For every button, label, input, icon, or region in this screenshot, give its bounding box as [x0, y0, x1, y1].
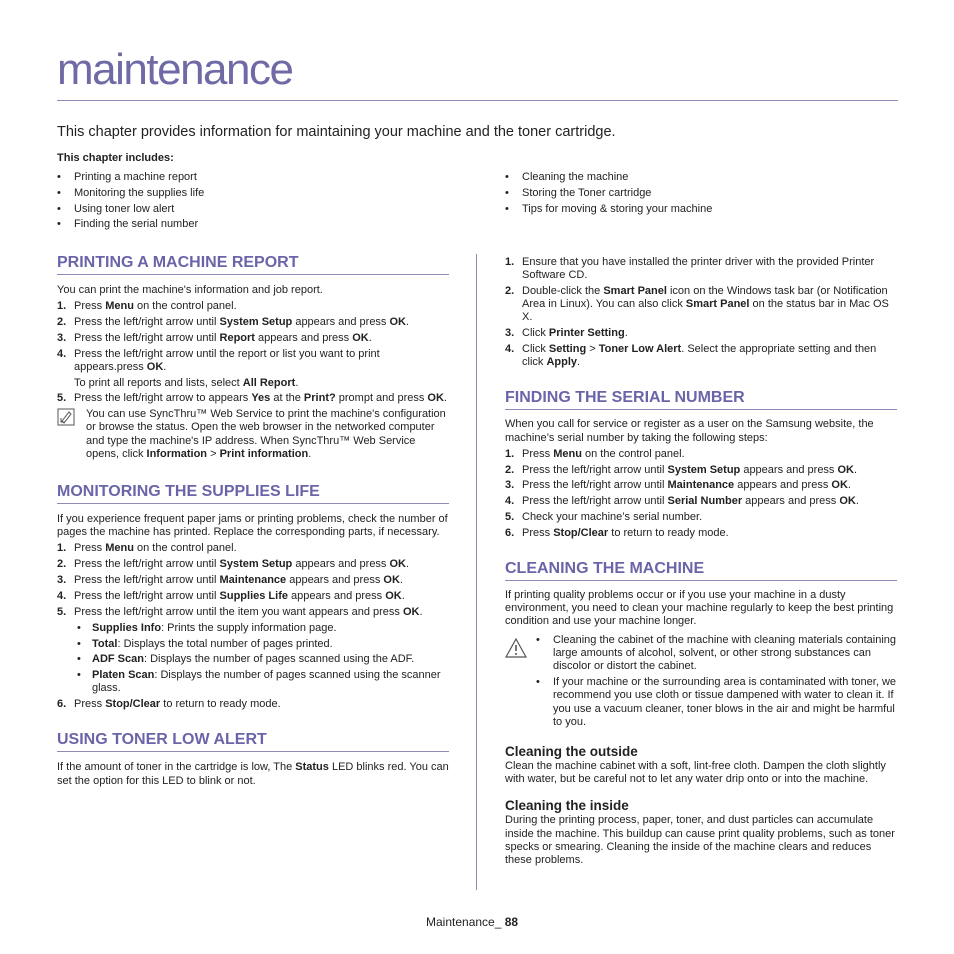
step: 3. Press the left/right arrow until Report appears and press OK.	[57, 331, 372, 344]
page-footer: Maintenance_ 88	[426, 915, 519, 929]
section-heading-toner-alert: USING TONER LOW ALERT	[57, 731, 449, 752]
inside-body: During the printing process, paper, toner, and dust particles can accumulate inside the machine. This buildup can cause print quality problems, such as toner specks or smearing. Cleaning the inside of the machine clears and reduces these problems.	[505, 814, 895, 867]
section-heading-cleaning: CLEANING THE MACHINE	[505, 560, 897, 581]
toner-alert-body: If the amount of toner in the cartridge is low, The Status LED blinks red. You can set the option for this LED to blink or not.	[57, 761, 449, 787]
option-item: • ADF Scan: Displays the number of pages scanned using the ADF.	[74, 653, 449, 666]
step-note: To print all reports and lists, select All Report.	[74, 376, 299, 389]
step: 6. Press Stop/Clear to return to ready mode.	[505, 526, 729, 539]
section-heading-printing: PRINTING A MACHINE REPORT	[57, 254, 449, 275]
serial-steps	[505, 448, 897, 540]
subheading-outside: Cleaning the outside	[505, 744, 638, 760]
includes-label: This chapter includes:	[57, 152, 174, 164]
toc-right	[505, 170, 712, 217]
cleaning-intro: If printing quality problems occur or if you use your machine in a dusty environment, you need to clean your machine regularly to keep the best printing condition and use your machine longer.	[505, 589, 894, 628]
toc-item[interactable]: • Tips for moving & storing your machine	[505, 202, 712, 218]
step: 5. Check your machine’s serial number.	[505, 511, 703, 523]
step: 3. Press the left/right arrow until Maintenance appears and press OK.	[505, 479, 851, 492]
printing-steps	[57, 300, 449, 374]
step: 1. Ensure that you have installed the printer driver with the provided Printer Software CD.	[505, 256, 875, 282]
option-item: • Total: Displays the total number of pages printed.	[74, 638, 449, 651]
left-column	[57, 254, 449, 788]
step: 2. Press the left/right arrow until System Setup appears and press OK.	[57, 316, 410, 328]
step: 1. Press Menu on the control panel.	[57, 542, 237, 555]
warning-icon	[505, 638, 527, 663]
subheading-inside: Cleaning the inside	[505, 798, 629, 814]
toc-item[interactable]: • Finding the serial number	[57, 217, 204, 233]
chapter-intro: This chapter provides information for maintaining your machine and the toner cartridge.	[57, 124, 616, 140]
step: 1. Press Menu on the control panel.	[57, 300, 237, 313]
step: 2. Double-click the Smart Panel icon on the Windows task bar (or Notification Area in Linux). You can also click Smart Panel on the status bar in Mac OS X.	[505, 285, 889, 324]
warning-item: • Cleaning the cabinet of the machine with cleaning materials containing large amounts of alcohol, solvent, or other strong substances can discolor or distort the cabinet.	[534, 634, 897, 674]
outside-body: Clean the machine cabinet with a soft, lint-free cloth. Dampen the cloth slightly with water, but be careful not to let any water drip onto or into the machine.	[505, 760, 886, 786]
supplies-options	[74, 622, 449, 696]
step: 2. Press the left/right arrow until System Setup appears and press OK.	[505, 463, 858, 476]
step: 4. Click Setting > Toner Low Alert. Select the appropriate setting and then click Apply.	[505, 343, 877, 369]
monitoring-intro: If you experience frequent paper jams or printing problems, check the number of pages the machine has printed. Replace the corresponding parts, if necessary.	[57, 513, 448, 539]
toc-item[interactable]: • Storing the Toner cartridge	[505, 186, 712, 202]
printing-intro: You can print the machine's information and job report.	[57, 284, 323, 296]
step: 6. Press Stop/Clear to return to ready mode.	[57, 698, 281, 711]
step: 4. Press the left/right arrow until Supplies Life appears and press OK.	[57, 589, 405, 602]
step: 1. Press Menu on the control panel.	[505, 447, 685, 460]
printing-steps-cont	[57, 392, 449, 405]
step: 3. Click Printer Setting.	[505, 327, 628, 340]
section-heading-serial: FINDING THE SERIAL NUMBER	[505, 389, 897, 410]
option-item: • Supplies Info: Prints the supply information page.	[74, 622, 449, 635]
syncthru-note: You can use SyncThru™ Web Service to print the machine's configuration or browse the status. Open the web browser in the networked computer and type the machine's IP address. When SyncThru™ Web Service opens, click Information > Print information.	[57, 408, 449, 461]
page-title: maintenance	[57, 45, 293, 94]
section-heading-monitoring: MONITORING THE SUPPLIES LIFE	[57, 483, 449, 504]
option-item: • Platen Scan: Displays the number of pages scanned using the scanner glass.	[74, 669, 449, 695]
step: 3. Press the left/right arrow until Maintenance appears and press OK.	[57, 574, 403, 586]
step: 4. Press the left/right arrow until Serial Number appears and press OK.	[505, 495, 859, 508]
cleaning-warnings	[505, 634, 897, 729]
toc-left	[57, 170, 204, 233]
toc-item[interactable]: • Using toner low alert	[57, 202, 204, 218]
warning-item: • If your machine or the surrounding area is contaminated with toner, we recommend you use cloth or tissue dampened with water to clean it. If you use a vacuum cleaner, toner blows in the air and might be harmful to you.	[534, 676, 897, 729]
column-divider	[476, 254, 477, 890]
toc-item[interactable]: • Printing a machine report	[57, 170, 204, 186]
serial-intro: When you call for service or register as a user on the Samsung website, the machine’s serial number by taking the following steps:	[505, 418, 874, 444]
toc-item[interactable]: • Monitoring the supplies life	[57, 186, 204, 202]
toc-item[interactable]: • Cleaning the machine	[505, 170, 712, 186]
title-rule	[57, 100, 898, 101]
step: 2. Press the left/right arrow until System Setup appears and press OK.	[57, 558, 410, 571]
note-icon	[57, 408, 75, 430]
toner-alert-steps	[505, 256, 897, 369]
monitoring-steps	[57, 542, 449, 711]
step: 5. Press the left/right arrow until the item you want appears and press OK. • Supplies Info: Prints the supply information page. • Total: Displays the total number of pages printed. • ADF Scan: Displays the number of pages scanned using the ADF. • Platen Scan: Displays the number of pages scanned using the scanner glass.	[57, 606, 449, 696]
step: 5. Press the left/right arrow to appears Yes at the Print? prompt and press OK.	[57, 392, 447, 405]
step: 4. Press the left/right arrow until the report or list you want to print appears.press OK.	[57, 347, 380, 373]
right-column	[505, 256, 897, 867]
